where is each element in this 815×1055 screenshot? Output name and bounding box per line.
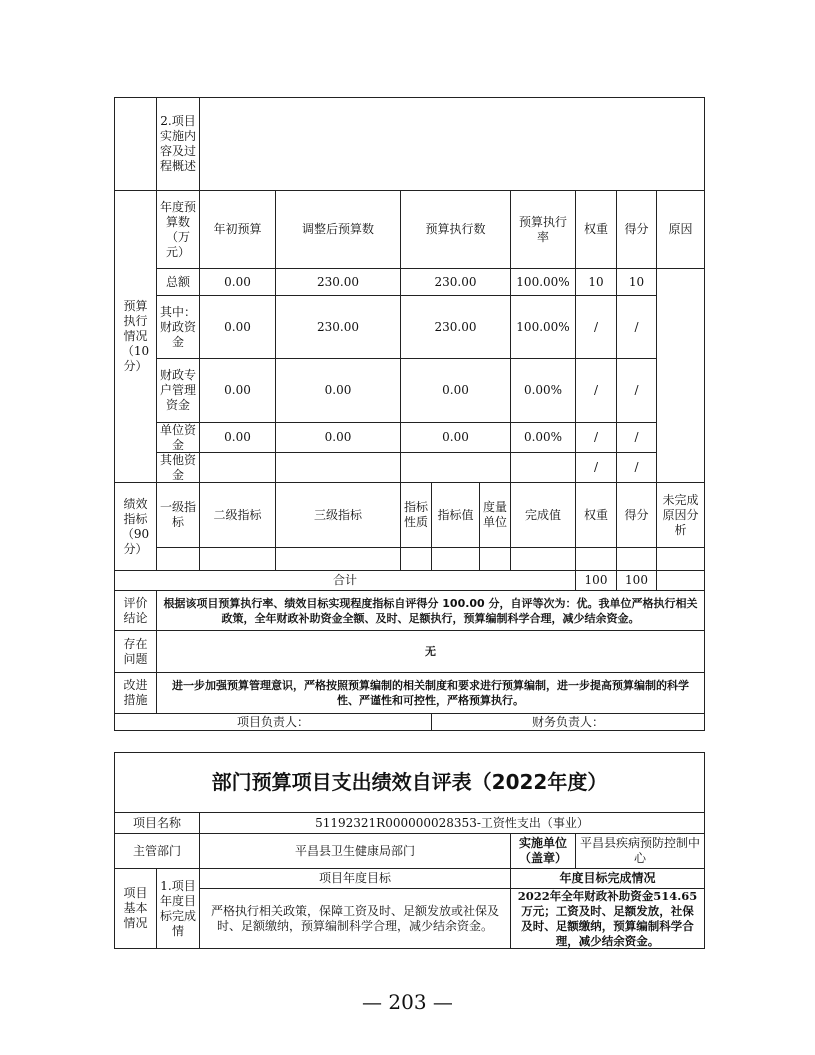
- budget-initial: 0.00: [199, 295, 276, 359]
- project-name-label: 项目名称: [114, 812, 200, 834]
- budget-initial: 0.00: [199, 358, 276, 423]
- budget-header: 年度预算数（万元）: [156, 190, 200, 269]
- budget-header: 得分: [616, 190, 657, 269]
- budget-section-label: [114, 190, 157, 483]
- budget-header: 年初预算: [199, 190, 276, 269]
- project-name-value: 51192321R000000028353-工资性支出（事业）: [199, 812, 705, 834]
- perf-cell: [510, 547, 576, 571]
- goal-label-text: 1.项目年度目标完成情: [160, 878, 197, 938]
- basic-label-text: 项目基本情况: [123, 886, 148, 930]
- goal-text: 严格执行相关政策，保障工资及时、足额发放或社保及时、足额缴纳，预算编制科学合理，减少结余资金。: [199, 888, 511, 949]
- budget-weight: /: [575, 358, 617, 423]
- perf-cell: [479, 547, 511, 571]
- budget-rate: 0.00%: [510, 358, 576, 423]
- perf-cell: [275, 547, 401, 571]
- budget-row-label: 总额: [156, 268, 200, 296]
- perf-cell: [431, 547, 480, 571]
- perf-cell: [156, 547, 200, 571]
- finance-lead: 财务负责人：: [431, 713, 705, 731]
- budget-adjusted: [275, 452, 401, 483]
- perf-header: 三级指标: [275, 482, 401, 548]
- total-weight: 100: [575, 570, 617, 591]
- budget-executed: 230.00: [400, 268, 511, 296]
- total-label: 合计: [114, 570, 576, 591]
- basic-label: [114, 868, 157, 949]
- improve-text: 进一步加强预算管理意识，严格按照预算编制的相关制度和要求进行预算编制，进一步提高预算编制的科学性、严谨性和可控性，严格预算执行。: [156, 672, 705, 714]
- impl-content: [199, 97, 705, 191]
- improve-label: 改进措施: [114, 672, 157, 714]
- budget-header: 权重: [575, 190, 617, 269]
- budget-score: /: [616, 422, 657, 453]
- budget-section-text: 预算执行情况（10分）: [121, 299, 150, 373]
- budget-adjusted: 230.00: [275, 295, 401, 359]
- budget-weight: /: [575, 452, 617, 483]
- eval-text: 根据该项目预算执行率、绩效目标实现程度指标自评得分 100.00 分，自评等次为：优。我单位严格执行相关政策，全年财政补助资金全额、及时、足额执行，预算编制科学合理，减少结余资金。: [156, 590, 705, 631]
- dept-label: 主管部门: [114, 833, 200, 869]
- budget-row-label: 单位资金: [156, 422, 200, 453]
- budget-weight: 10: [575, 268, 617, 296]
- perf-header: 度量单位: [479, 482, 511, 548]
- perf-header: 一级指标: [156, 482, 200, 548]
- budget-rate: [510, 452, 576, 483]
- completion-header: 年度目标完成情况: [510, 868, 705, 889]
- budget-header: 原因: [656, 190, 705, 269]
- form-title: 部门预算项目支出绩效自评表（2022年度）: [114, 752, 705, 813]
- perf-cell: [199, 547, 276, 571]
- impl-label: [156, 97, 200, 191]
- dept-value: 平昌县卫生健康局部门: [199, 833, 511, 869]
- perf-cell: [656, 547, 705, 571]
- issue-label: 存在问题: [114, 630, 157, 673]
- budget-executed: 230.00: [400, 295, 511, 359]
- perf-section-text: 绩效指标（90分）: [121, 496, 150, 556]
- budget-row-label: 财政专户管理资金: [156, 358, 200, 423]
- perf-header: 得分: [616, 482, 657, 548]
- budget-weight: /: [575, 295, 617, 359]
- impl-unit-label: 实施单位（盖章）: [510, 833, 576, 869]
- budget-row-label: 其中：财政资金: [156, 295, 200, 359]
- perf-header: 指标值: [431, 482, 480, 548]
- budget-adjusted: 0.00: [275, 358, 401, 423]
- budget-weight: /: [575, 422, 617, 453]
- budget-adjusted: 230.00: [275, 268, 401, 296]
- perf-cell: [575, 547, 617, 571]
- impl-unit-value: 平昌县疾病预防控制中心: [575, 833, 705, 869]
- perf-header: 指标性质: [400, 482, 432, 548]
- perf-header: 未完成原因分析: [656, 482, 705, 548]
- goal-header: 项目年度目标: [199, 868, 511, 889]
- perf-section-label: [114, 482, 157, 571]
- empty-cell: [114, 97, 157, 191]
- perf-cell: [616, 547, 657, 571]
- budget-score: 10: [616, 268, 657, 296]
- budget-score: /: [616, 452, 657, 483]
- budget-score: /: [616, 358, 657, 423]
- budget-rate: 100.00%: [510, 295, 576, 359]
- perf-header: 二级指标: [199, 482, 276, 548]
- page-number: — 203 —: [362, 990, 453, 1014]
- total-score: 100: [616, 570, 657, 591]
- budget-header: 调整后预算数: [275, 190, 401, 269]
- project-lead: 项目负责人：: [114, 713, 432, 731]
- perf-header: 权重: [575, 482, 617, 548]
- budget-initial: 0.00: [199, 422, 276, 453]
- budget-score: /: [616, 295, 657, 359]
- total-reason: [656, 570, 705, 591]
- impl-label-text: 2.项目实施内容及过程概述: [160, 114, 197, 173]
- goal-label: [156, 868, 200, 949]
- perf-header: 完成值: [510, 482, 576, 548]
- budget-executed: [400, 452, 511, 483]
- budget-row-label: 其他资金: [156, 452, 200, 483]
- issue-text: 无: [156, 630, 705, 673]
- completion-text: 2022年全年财政补助资金514.65万元；工资及时、足额发放，社保及时、足额缴纳，预算编制科学合理，减少结余资金。: [510, 888, 705, 949]
- reason-cell: [656, 268, 705, 483]
- budget-rate: 100.00%: [510, 268, 576, 296]
- budget-rate: 0.00%: [510, 422, 576, 453]
- budget-executed: 0.00: [400, 358, 511, 423]
- eval-label: 评价结论: [114, 590, 157, 631]
- budget-executed: 0.00: [400, 422, 511, 453]
- budget-header: 预算执行率: [510, 190, 576, 269]
- budget-initial: [199, 452, 276, 483]
- budget-header: 预算执行数: [400, 190, 511, 269]
- perf-cell: [400, 547, 432, 571]
- budget-initial: 0.00: [199, 268, 276, 296]
- budget-adjusted: 0.00: [275, 422, 401, 453]
